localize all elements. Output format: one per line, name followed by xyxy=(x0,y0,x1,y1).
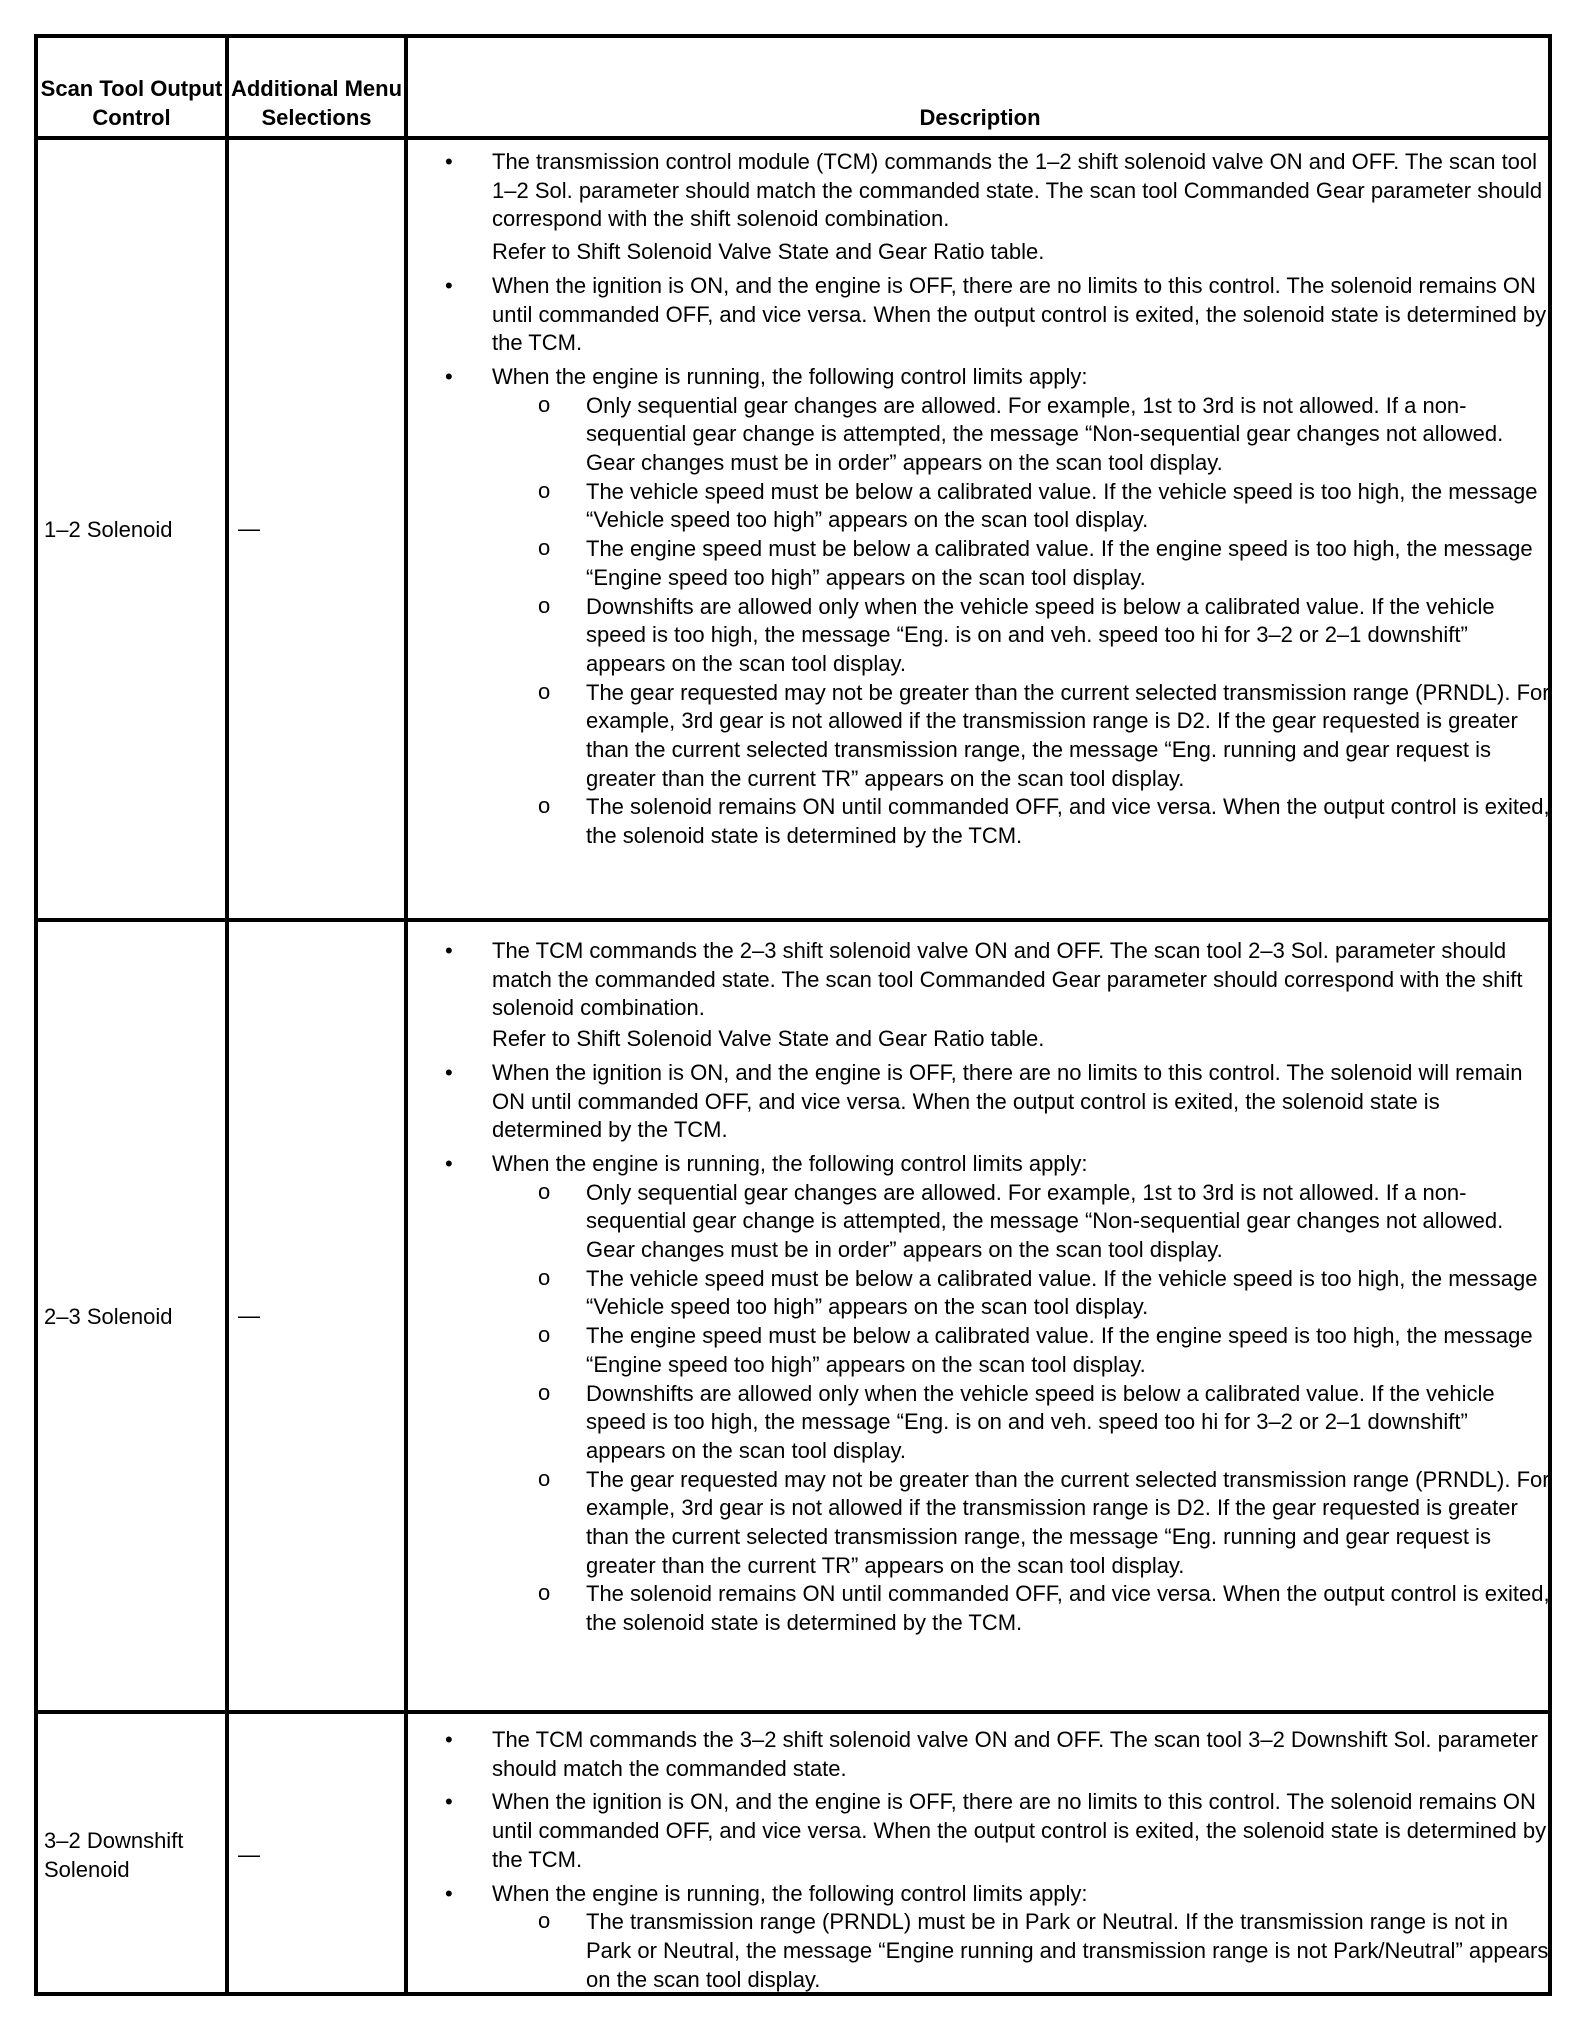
list-item: • When the ignition is ON, and the engine is OFF, there are no limits to this control. The solenoid remains ON until commanded OFF, and vice versa. When the output control is exited, the solenoid state is determined by the TCM. xyxy=(418,272,1550,358)
row-label-3-2-downshift-solenoid: 3–2 Downshift Solenoid xyxy=(44,1828,184,1882)
sub-list-item: o The gear requested may not be greater than the current selected transmission range (PRNDL). For example, 3rd gear is not allowed if the transmission range is D2. If the gear requested is greater than the current selected transmission range, the message “Eng. running and gear request is greater than the current TR” appears on the scan tool display. xyxy=(418,679,1550,794)
list-item: • The transmission control module (TCM) commands the 1–2 shift solenoid valve ON and OFF. The scan tool 1–2 Sol. parameter should match the commanded state. The scan tool Commanded Gear parameter should correspond with the shift solenoid combination. Refer to Shift Solenoid Valve State and Gear Ratio table. xyxy=(418,148,1550,267)
sub-list-item: o The solenoid remains ON until commanded OFF, and vice versa. When the output control is exited, the solenoid state is determined by the TCM. xyxy=(418,1580,1550,1637)
sub-list-item: o The gear requested may not be greater than the current selected transmission range (PRNDL). For example, 3rd gear is not allowed if the transmission range is D2. If the gear requested is greater than the current selected transmission range, the message “Eng. running and gear request is greater than the current TR” appears on the scan tool display. xyxy=(418,1466,1550,1581)
row-menu-3-2-downshift-solenoid: — xyxy=(238,1842,260,1867)
sub-list-item: o The vehicle speed must be below a calibrated value. If the vehicle speed is too high, the message “Vehicle speed too high” appears on the scan tool display. xyxy=(418,478,1550,535)
sub-list-item: o The solenoid remains ON until commanded OFF, and vice versa. When the output control is exited, the solenoid state is determined by the TCM. xyxy=(418,793,1550,850)
list-item: • When the ignition is ON, and the engine is OFF, there are no limits to this control. The solenoid remains ON until commanded OFF, and vice versa. When the output control is exited, the solenoid state is determined by the TCM. xyxy=(418,1788,1550,1874)
list-item: • When the engine is running, the following control limits apply: o Only sequential gear changes are allowed. For example, 1st to 3rd is not allowed. If a non-sequential gear change is attempted, the message “Non-sequential gear changes not allowed. Gear changes must be in order” appears on the scan tool display. o The vehicle speed must be below a calibrated value. If the vehicle speed is too high, the message “Vehicle speed too high” appears on the scan tool display. o The engine speed must be below a calibrated value. If the engine speed is too high, the message “Engine speed too high” appears on the scan tool display. o Downshifts are allowed only when the vehicle speed is below a calibrated value. If the vehicle speed is too high, the message “Eng. is on and veh. speed too hi for 3–2 or 2–1 downshift” appears on the scan tool display. o The gear requested may not be greater than the current selected transmission range (PRNDL). For example, 3rd gear is not allowed if the transmission range is D2. If the gear requested is greater than the current selected transmission range, the message “Eng. running and gear request is greater than the current TR” appears on the scan tool display. o The solenoid remains ON until commanded OFF, and vice versa. When the output control is exited, the solenoid state is determined by the TCM. xyxy=(418,1150,1550,1638)
list-item: • When the engine is running, the following control limits apply: o Only sequential gear changes are allowed. For example, 1st to 3rd is not allowed. If a non-sequential gear change is attempted, the message “Non-sequential gear changes not allowed. Gear changes must be in order” appears on the scan tool display. o The vehicle speed must be below a calibrated value. If the vehicle speed is too high, the message “Vehicle speed too high” appears on the scan tool display. o The engine speed must be below a calibrated value. If the engine speed is too high, the message “Engine speed too high” appears on the scan tool display. o Downshifts are allowed only when the vehicle speed is below a calibrated value. If the vehicle speed is too high, the message “Eng. is on and veh. speed too hi for 3–2 or 2–1 downshift” appears on the scan tool display. o The gear requested may not be greater than the current selected transmission range (PRNDL). For example, 3rd gear is not allowed if the transmission range is D2. If the gear requested is greater than the current selected transmission range, the message “Eng. running and gear request is greater than the current TR” appears on the scan tool display. o The solenoid remains ON until commanded OFF, and vice versa. When the output control is exited, the solenoid state is determined by the TCM. xyxy=(418,363,1550,851)
sub-list-item: o The engine speed must be below a calibrated value. If the engine speed is too high, the message “Engine speed too high” appears on the scan tool display. xyxy=(418,535,1550,592)
header-additional-menu-selections: Additional Menu Selections xyxy=(230,76,403,130)
sub-list-item: o Downshifts are allowed only when the vehicle speed is below a calibrated value. If the vehicle speed is too high, the message “Eng. is on and veh. speed too hi for 3–2 or 2–1 downshift” appears on the scan tool display. xyxy=(418,1380,1550,1466)
list-item: • When the ignition is ON, and the engine is OFF, there are no limits to this control. The solenoid will remain ON until commanded OFF, and vice versa. When the output control is exited, the solenoid state is determined by the TCM. xyxy=(418,1059,1550,1145)
column-divider-1 xyxy=(225,38,229,1992)
list-item: • The TCM commands the 2–3 shift solenoid valve ON and OFF. The scan tool 2–3 Sol. parameter should match the commanded state. The scan tool Commanded Gear parameter should correspond with the shift solenoid combination. Refer to Shift Solenoid Valve State and Gear Ratio table. xyxy=(418,937,1550,1054)
sub-list-item: o The engine speed must be below a calibrated value. If the engine speed is too high, the message “Engine speed too high” appears on the scan tool display. xyxy=(418,1322,1550,1379)
output-control-table xyxy=(34,34,1552,1996)
row-description-1-2-solenoid xyxy=(418,148,1550,851)
sub-list-item: o Only sequential gear changes are allowed. For example, 1st to 3rd is not allowed. If a non-sequential gear change is attempted, the message “Non-sequential gear changes not allowed. Gear changes must be in order” appears on the scan tool display. xyxy=(418,392,1550,478)
row-menu-1-2-solenoid: — xyxy=(238,516,260,541)
list-item: • The TCM commands the 3–2 shift solenoid valve ON and OFF. The scan tool 3–2 Downshift Sol. parameter should match the commanded state. xyxy=(418,1726,1550,1783)
row-label-1-2-solenoid: 1–2 Solenoid xyxy=(44,516,173,542)
header-description: Description xyxy=(919,105,1041,130)
list-item: • When the engine is running, the following control limits apply: o The transmission range (PRNDL) must be in Park or Neutral. If the transmission range is not in Park or Neutral, the message “Engine running and transmission range is not Park/Neutral” appears on the scan tool display. xyxy=(418,1880,1550,1995)
sub-list-item: o The vehicle speed must be below a calibrated value. If the vehicle speed is too high, the message “Vehicle speed too high” appears on the scan tool display. xyxy=(418,1265,1550,1322)
reference-note: Refer to Shift Solenoid Valve State and Gear Ratio table. xyxy=(492,239,1045,265)
row-description-2-3-solenoid xyxy=(418,937,1550,1638)
sub-list-item: o The transmission range (PRNDL) must be in Park or Neutral. If the transmission range is not in Park or Neutral, the message “Engine running and transmission range is not Park/Neutral” appears on the scan tool display. xyxy=(418,1908,1550,1994)
row-label-2-3-solenoid: 2–3 Solenoid xyxy=(44,1303,173,1329)
column-divider-2 xyxy=(404,38,408,1992)
header-scan-tool-output-control: Scan Tool Output Control xyxy=(40,76,223,130)
reference-note: Refer to Shift Solenoid Valve State and Gear Ratio table. xyxy=(492,1026,1045,1052)
row-menu-2-3-solenoid: — xyxy=(238,1303,260,1328)
sub-list-item: o Downshifts are allowed only when the vehicle speed is below a calibrated value. If the vehicle speed is too high, the message “Eng. is on and veh. speed too hi for 3–2 or 2–1 downshift” appears on the scan tool display. xyxy=(418,593,1550,679)
sub-list-item: o Only sequential gear changes are allowed. For example, 1st to 3rd is not allowed. If a non-sequential gear change is attempted, the message “Non-sequential gear changes not allowed. Gear changes must be in order” appears on the scan tool display. xyxy=(418,1179,1550,1265)
row-description-3-2-downshift-solenoid xyxy=(418,1726,1550,1994)
